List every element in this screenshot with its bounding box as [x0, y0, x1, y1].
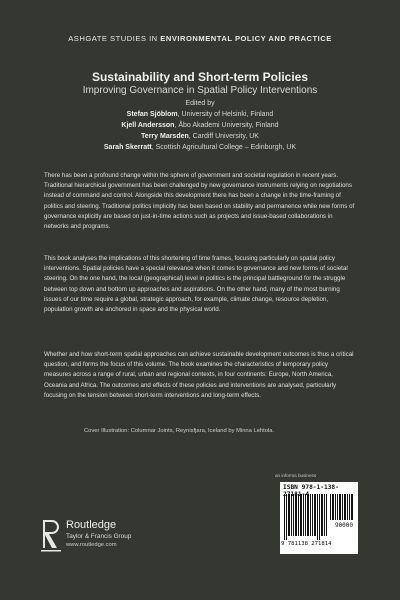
editor-line — [0, 131, 400, 142]
blurb-paragraph-2: This book analyses the implications of this shortening of time frames, focusing particularly on spatial policy interventions. Spatial policies have a special relevance when it comes to governance and new forms of societal steering. On the one hand, the local (geographical) level in politics is the principal battleground for the struggle between top down and bottom up approaches and aspirations. On the other hand, many of the most burning issues of our time require a global, strategic approach, for example, climate change, resource depletion, population growth are anchored in space and the physical world. — [44, 255, 348, 314]
publisher-url: www.routledge.com — [66, 542, 117, 548]
editor-name: Stefan Sjöblom — [126, 111, 178, 118]
routledge-logo-icon — [40, 518, 62, 554]
editor-name: Terry Marsden — [141, 133, 189, 140]
editor-name: Kjell Andersson — [121, 122, 175, 129]
editor-line — [0, 142, 400, 153]
editor-line — [0, 120, 400, 131]
publisher-name: Routledge — [66, 519, 117, 531]
blurb-paragraph-3: Whether and how short-term spatial approaches can achieve sustainable development outcomes is thus a critical question, and forms the focus of this volume. The book examines the characteristics of temporary policy measures across a range of rural, urban and regional contexts, in four continents: Europe, North America, Oceania and Africa. The outcomes and effects of these policies and interventions are analysed, particularly focusing on the tension between short-term interventions and long-term effects. — [44, 351, 354, 399]
editor-line — [0, 109, 400, 120]
editor-affiliation: , University of Helsinki, Finland — [177, 111, 274, 118]
book-header — [0, 70, 400, 153]
isbn-barcode — [280, 482, 358, 554]
publisher-group: Taylor & Francis Group — [66, 533, 132, 540]
cover-illustration-credit: Cover Illustration: Columnar Joints, Reynisfjara, Iceland by Minna Lehtola. — [84, 428, 275, 434]
editor-affiliation: , Åbo Akademi University, Finland — [174, 122, 279, 129]
edited-by-label: Edited by — [185, 100, 215, 107]
price-code-barcode — [329, 494, 355, 528]
editor-affiliation: , Cardiff University, UK — [188, 133, 259, 140]
ean-number: 9 781138 271814 — [281, 541, 332, 547]
editor-affiliation: , Scottish Agricultural College – Edinburgh, UK — [151, 144, 297, 151]
book-title: Sustainability and Short-term Policies — [91, 70, 309, 84]
book-subtitle: Improving Governance in Spatial Policy Interventions — [82, 85, 318, 96]
blurb-paragraph-1: There has been a profound change within the sphere of government and societal regulation in recent years. Traditional hierarchical government has been challenged by new governance instruments relying on negotiations instead of command and control. Alongside this development there has been a change in the time-framing of politics and steering. Traditional politics implicitly has been based on stability and permanence while new forms of governance explicitly are based on just-in-time actions such as projects and issue-based collaborations in networks and programs. — [44, 172, 355, 231]
series-name: ENVIRONMENTAL POLICY AND PRACTICE — [160, 34, 332, 43]
price-code: 90000 — [334, 522, 353, 529]
series-title — [0, 34, 400, 43]
informa-tagline: an informa business — [275, 473, 317, 478]
series-prefix: ASHGATE STUDIES IN — [68, 34, 158, 43]
price-bars — [329, 494, 355, 520]
isbn-text: ISBN 978-1-138- 181-4 — [283, 484, 339, 498]
editor-name: Sarah Skerratt — [103, 144, 152, 151]
